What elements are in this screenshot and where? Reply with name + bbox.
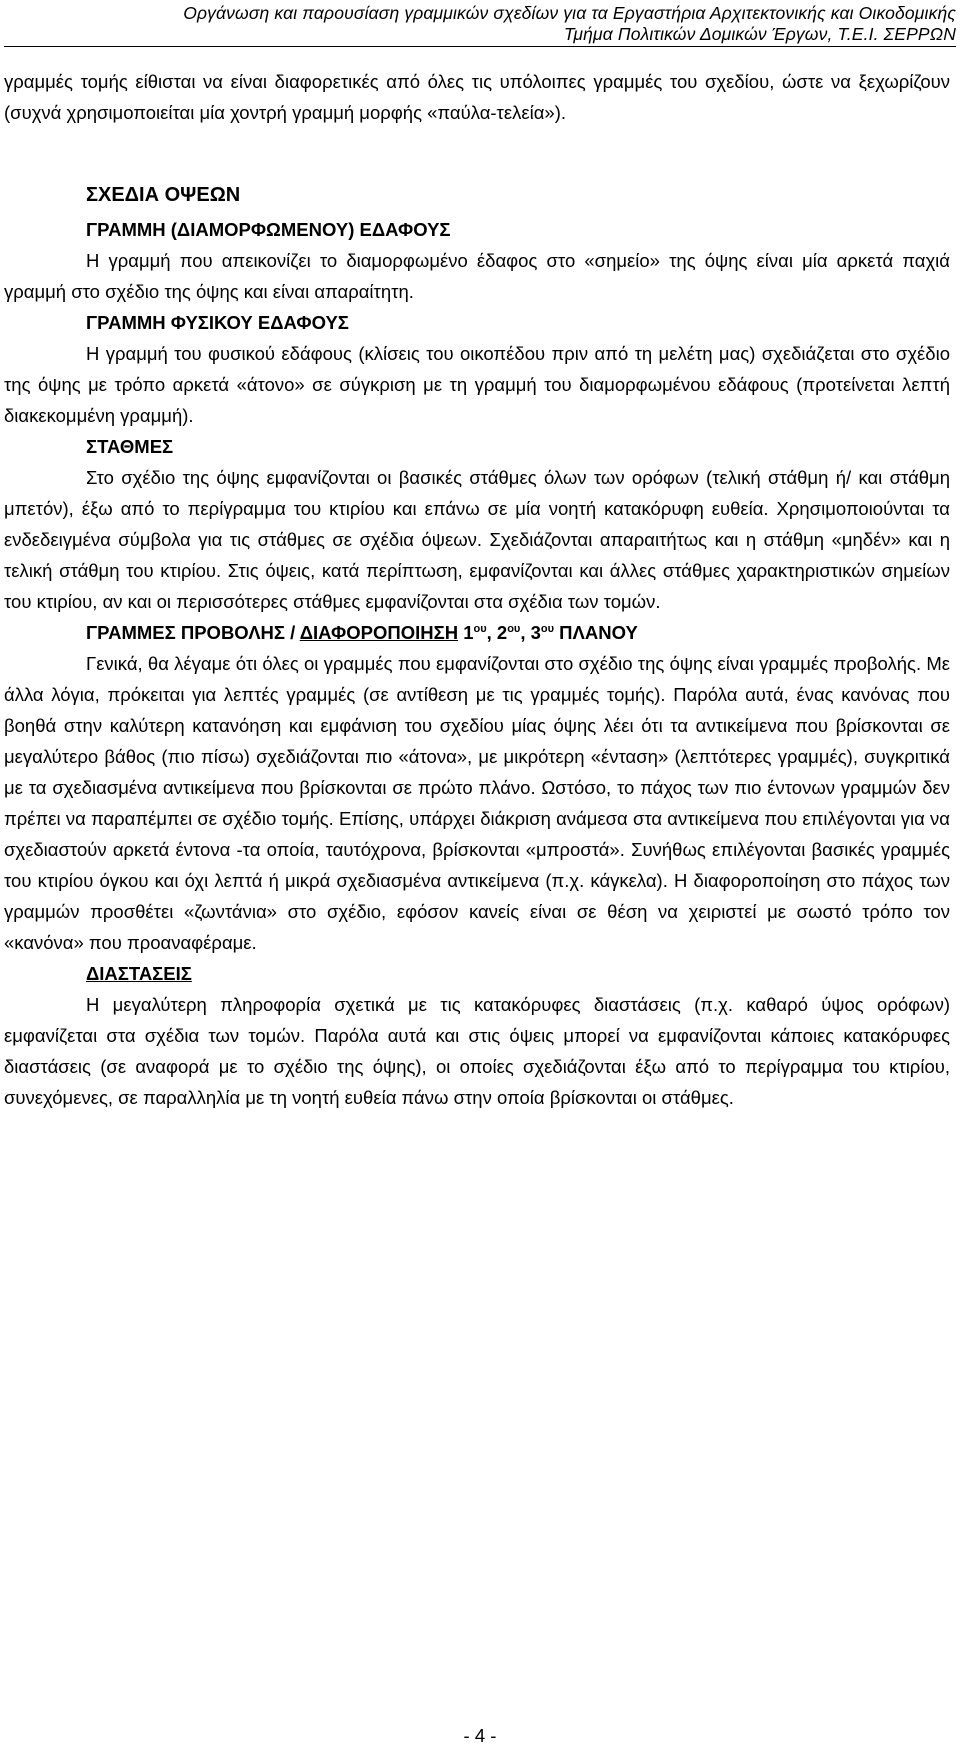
levels-heading: ΣΤΑΘΜΕΣ (86, 436, 174, 457)
natural-ground-heading: ΓΡΑΜΜΗ ΦΥΣΙΚΟΥ ΕΔΑΦΟΥΣ (86, 312, 349, 333)
dimensions-heading: ΔΙΑΣΤΑΣΕΙΣ (86, 963, 192, 984)
page-number: - 4 - (463, 1725, 497, 1746)
projection-heading-part3: ΠΛΑΝΟΥ (554, 622, 638, 643)
header-department: Τμήμα Πολιτικών Δομικών Έργων, Τ.Ε.Ι. ΣΕΡΡΩΝ (563, 24, 956, 44)
plane-number-3: , 3 (520, 622, 541, 643)
projection-heading-part1: ΓΡΑΜΜΕΣ ΠΡΟΒΟΛΗΣ / (86, 622, 300, 643)
modified-ground-text: Η γραμμή που απεικονίζει το διαμορφωμένο έδαφος στο «σημείο» της όψης είναι μία αρκετά παχιά γραμμή στο σχέδιο της όψης και είναι απαραίτητη. (4, 250, 950, 302)
header-divider (4, 46, 956, 47)
spacer (4, 128, 950, 166)
intro-paragraph: γραμμές τομής είθισται να είναι διαφορετικές από όλες τις υπόλοιπες γραμμές του σχεδίου, ώστε να ξεχωρίζουν (συχνά χρησιμοποιείται μία χοντρή γραμμή μορφής «παύλα-τελεία»). (4, 71, 950, 123)
projection-heading-underlined: ΔΙΑΦΟΡΟΠΟΙΗΣΗ (299, 622, 459, 643)
modified-ground-heading: ΓΡΑΜΜΗ (ΔΙΑΜΟΡΦΩΜΕΝΟΥ) ΕΔΑΦΟΥΣ (86, 219, 451, 240)
document-body (4, 66, 950, 1113)
natural-ground-text: Η γραμμή του φυσικού εδάφους (κλίσεις του οικοπέδου πριν από τη μελέτη μας) σχεδιάζεται στο σχέδιο της όψης με τρόπο αρκετά «άτονο» σε σύγκριση με τη γραμμή του διαμορφωμένου εδάφους (προτείνεται λεπτή διακεκομμένη γραμμή). (4, 343, 950, 426)
levels-text: Στο σχέδιο της όψης εμφανίζονται οι βασικές στάθμες όλων των ορόφων (τελική στάθμη ή/ και στάθμη μπετόν), έξω από το περίγραμμα του κτιρίου και επάνω σε μία νοητή κατακόρυφη ευθεία. Χρησιμοποιούνται τα ενδεδειγμένα σύμβολα για τις στάθμες σε σχέδια όψεων. Σχεδιάζονται απαραιτήτως και η στάθμη «μηδέν» και η τελική στάθμη του κτιρίου. Στις όψεις, κατά περίπτωση, εμφανίζονται και άλλες στάθμες χαρακτηριστικών σημείων του κτιρίου, αν και οι περισσότερες στάθμες εμφανίζονται στα σχέδια των τομών. (4, 467, 950, 612)
plane-number-2: , 2 (486, 622, 508, 643)
plane-ordinal-1: ου (473, 623, 487, 635)
projection-text: Γενικά, θα λέγαμε ότι όλες οι γραμμές που εμφανίζονται στο σχέδιο της όψης είναι γραμμές προβολής. Με άλλα λόγια, πρόκειται για λεπτές γραμμές (σε αντίθεση με τις γραμμές τομής). Παρόλα αυτά, ένας κανόνας που βοηθά στην καλύτερη κατανόηση και εμφάνιση του σχεδίου μίας όψης λέει ότι τα αντικείμενα που βρίσκονται σε μεγαλύτερο βάθος (πιο πίσω) σχεδιάζονται πιο «άτονα», με μικρότερη «ένταση» (λεπτότερες γραμμές), συγκριτικά με τα σχεδιασμένα αντικείμενα που βρίσκονται σε πρώτο πλάνο. Ωστόσο, το πάχος των πιο έντονων γραμμών δεν πρέπει να παραπέμπει σε σχέδιο τομής. Επίσης, υπάρχει διάκριση ανάμεσα στα αντικείμενα που επιλέγονται για να σχεδιαστούν αρκετά έντονα -τα οποία, ταυτόχρονα, βρίσκονται «μπροστά». Συνήθως επιλέγονται βασικές γραμμές του κτιρίου όγκου και όχι λεπτά ή μικρά σχεδιασμένα αντικείμενα (π.χ. κάγκελα). Η διαφοροποίηση στο πάχος των γραμμών προσθέτει «ζωντάνια» στο σχέδιο, εφόσον κανείς είναι σε θέση να χειριστεί με σωστό τρόπο τον «κανόνα» που προαναφέραμε. (4, 653, 950, 953)
header-document-title: Οργάνωση και παρουσίαση γραμμικών σχεδίων για τα Εργαστήρια Αρχιτεκτονικής και Οικοδομικής (183, 3, 956, 23)
plane-ordinal-3: ου (540, 623, 555, 635)
projection-heading (4, 617, 950, 648)
section-title: ΣΧΕΔΙΑ ΟΨΕΩΝ (86, 184, 241, 206)
plane-number-1: 1 (463, 622, 474, 643)
page-header (0, 0, 960, 46)
plane-ordinal-2: ου (507, 623, 521, 635)
dimensions-text: Η μεγαλύτερη πληροφορία σχετικά με τις κατακόρυφες διαστάσεις (π.χ. καθαρό ύψος ορόφων) εμφανίζεται στα σχέδια των τομών. Παρόλα αυτά και στις όψεις μπορεί να εμφανίζονται κάποιες κατακόρυφες διαστάσεις (σε αναφορά με το σχέδιο της όψης), οι οποίες σχεδιάζονται έξω από το περίγραμμα του κτιρίου, συνεχόμενες, σε παραλληλία με τη νοητή ευθεία πάνω στην οποία βρίσκονται οι στάθμες. (4, 994, 950, 1108)
